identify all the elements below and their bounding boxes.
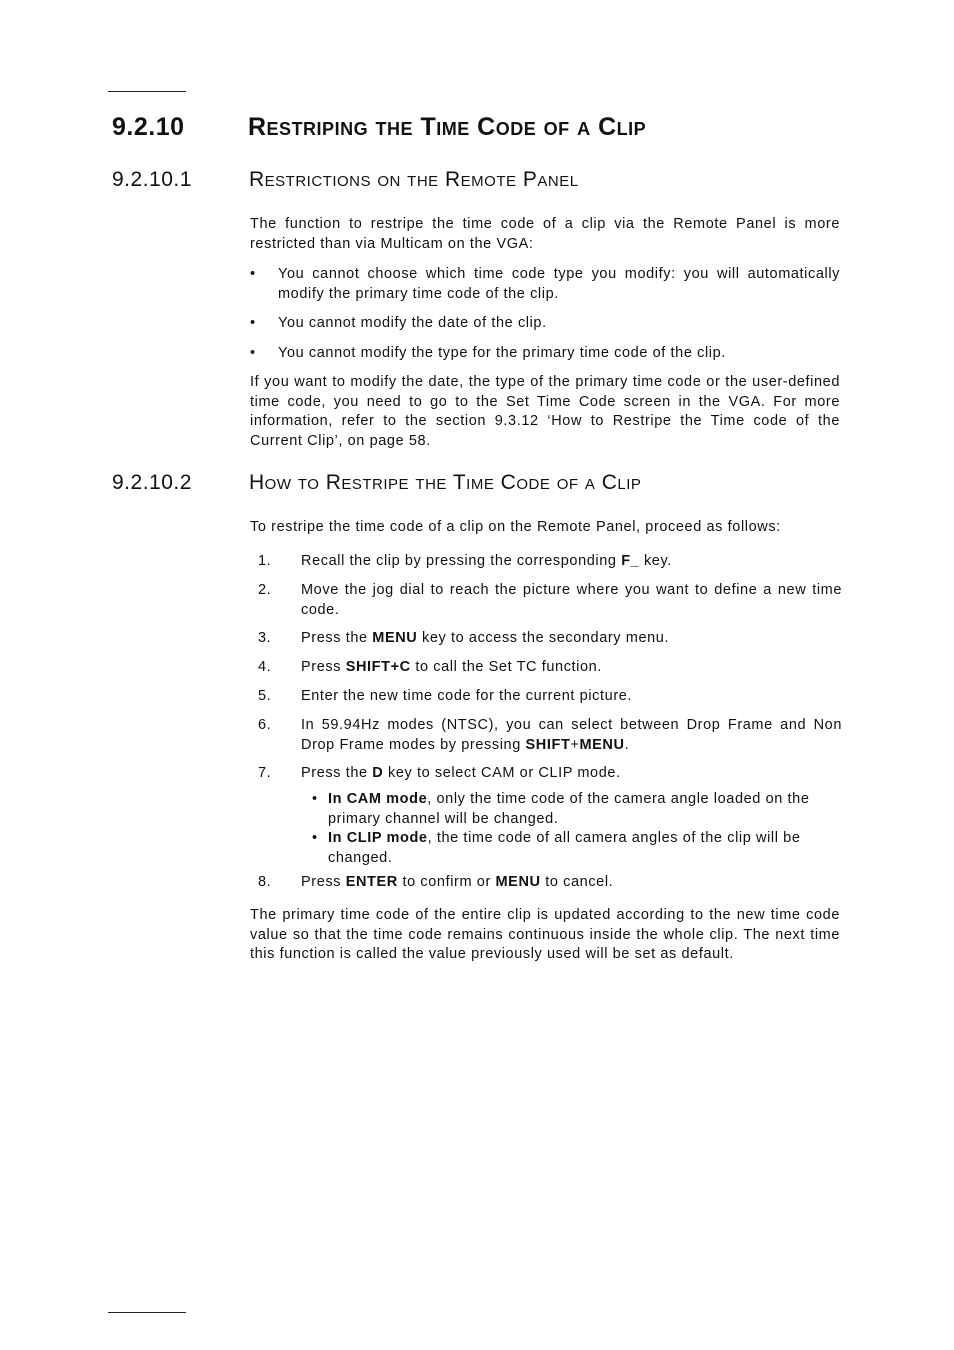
restrictions-intro: The function to restripe the time code of a clip via the Remote Panel is more restricted than via Multicam on the VGA: xyxy=(250,216,840,252)
bullet-icon: • xyxy=(312,791,318,807)
bullet-icon: • xyxy=(250,345,256,361)
key-name: MENU xyxy=(579,736,625,753)
subsection-1-title: Restrictions on the Remote Panel xyxy=(249,168,579,191)
header-rule xyxy=(108,91,186,92)
step-number: 7. xyxy=(258,765,272,781)
key-name: F_ xyxy=(621,553,640,569)
step-text: In 59.94Hz modes (NTSC), you can select between Drop Frame and Non Drop Frame modes by pressing SHIFT+MENU. xyxy=(301,717,842,753)
bullet-icon: • xyxy=(312,830,318,846)
step-number: 4. xyxy=(258,659,272,675)
key-name: SHIFT+C xyxy=(345,659,411,675)
list-item-text: You cannot modify the type for the primary time code of the clip. xyxy=(278,345,726,361)
step-text: Enter the new time code for the current picture. xyxy=(301,688,633,704)
subsection-1-number: 9.2.10.1 xyxy=(112,168,192,191)
key-name: D xyxy=(372,765,384,781)
section-heading xyxy=(112,113,646,142)
restrictions-outro: If you want to modify the date, the type of the primary time code or the user-defined time code, you need to go to the Set Time Code screen in the VGA. For more information, refer to the section 9.3.12 ‘How to Restripe the Time code of the Current Clip’, on page 58. xyxy=(250,374,840,449)
subsection-1-heading xyxy=(112,168,579,192)
bullet-icon: • xyxy=(250,315,256,331)
subsection-2-heading xyxy=(112,471,641,495)
step-number: 3. xyxy=(258,630,272,646)
step-number: 1. xyxy=(258,553,272,569)
step-number: 8. xyxy=(258,874,272,890)
list-item-text: You cannot modify the date of the clip. xyxy=(278,315,547,331)
subsection-2-title: How to Restripe the Time Code of a Clip xyxy=(249,471,642,494)
key-name: MENU xyxy=(495,874,541,890)
mode-text: In CAM mode, only the time code of the camera angle loaded on the primary channel will be changed. xyxy=(328,791,810,827)
step-text: Press the D key to select CAM or CLIP mode. xyxy=(301,765,621,781)
step-text: Recall the clip by pressing the corresponding F_ key. xyxy=(301,553,672,569)
key-name: MENU xyxy=(372,630,418,646)
procedure-outro: The primary time code of the entire clip is updated according to the new time code value so that the time code remains continuous inside the whole clip. The next time this function is called the value previously used will be set as default. xyxy=(250,907,840,962)
procedure-intro: To restripe the time code of a clip on the Remote Panel, proceed as follows: xyxy=(250,519,781,535)
step-text: Press the MENU key to access the secondary menu. xyxy=(301,630,670,646)
step-text: Move the jog dial to reach the picture where you want to define a new time code. xyxy=(301,582,842,618)
list-item-text: You cannot choose which time code type you modify: you will automatically modify the primary time code of the clip. xyxy=(278,266,840,302)
key-name: SHIFT xyxy=(525,736,571,753)
mode-text: In CLIP mode, the time code of all camera angles of the clip will be changed. xyxy=(328,830,801,866)
step-text: Press ENTER to confirm or MENU to cancel. xyxy=(301,874,614,890)
section-title: Restriping the Time Code of a Clip xyxy=(248,113,647,141)
key-name: ENTER xyxy=(345,874,398,890)
step-number: 6. xyxy=(258,717,272,733)
subsection-2-number: 9.2.10.2 xyxy=(112,471,192,494)
step-number: 2. xyxy=(258,582,272,598)
step-number: 5. xyxy=(258,688,272,704)
step-text: Press SHIFT+C to call the Set TC function. xyxy=(301,659,602,675)
footer-rule xyxy=(108,1312,186,1313)
bullet-icon: • xyxy=(250,266,256,282)
section-number: 9.2.10 xyxy=(112,113,185,141)
